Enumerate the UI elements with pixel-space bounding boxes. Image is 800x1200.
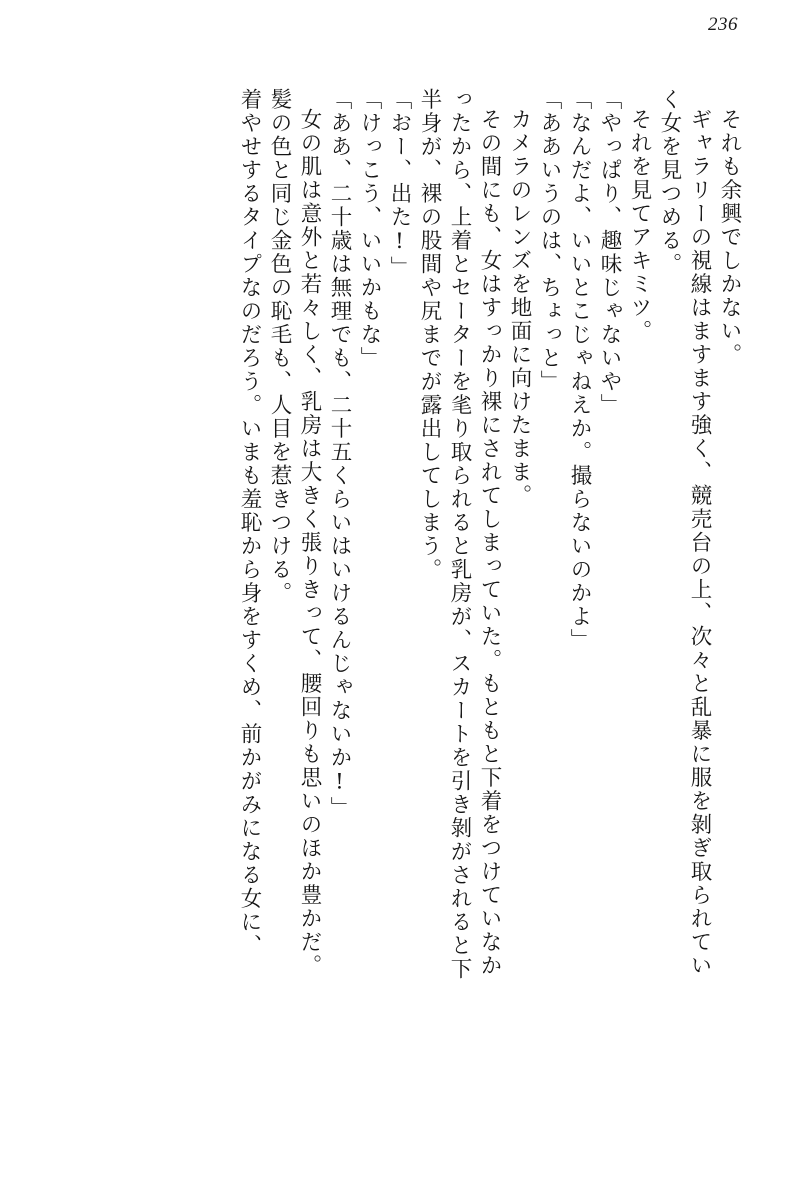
page-number: 236 — [708, 14, 738, 35]
text-line: 「なんだよ、いいとこじゃねえか。撮らないのかよ」 — [567, 88, 592, 652]
text-line: その間にも、女はすっかり裸にされてしまっていた。もともと下着をつけていなか — [477, 108, 502, 978]
text-line: 「おー、出た!」 — [387, 88, 412, 280]
text-line: ギャラリーの視線はますます強く、競売台の上、次々と乱暴に服を剝ぎ取られてい — [687, 108, 712, 978]
text-line: それを見てアキミツ。 — [627, 108, 652, 343]
text-line: ったから、上着とセーターを毟り取られると乳房が、スカートを引き剝がされると下 — [447, 88, 472, 981]
text-line: 女の肌は意外と若々しく、乳房は大きく張りきって、腰回りも思いのほか豊かだ。 — [297, 108, 322, 978]
text-line: 「けっこう、いいかもな」 — [357, 88, 382, 370]
text-line: 「やっぱり、趣味じゃないや」 — [597, 88, 622, 417]
text-line: 髪の色と同じ金色の恥毛も、人目を惹きつける。 — [267, 88, 292, 605]
text-line: く女を見つめる。 — [657, 88, 682, 276]
text-line: 「ああいうのは、ちょっと」 — [537, 88, 562, 394]
text-line: 半身が、裸の股間や尻までが露出してしまう。 — [417, 88, 442, 582]
text-line: それも余興でしかない。 — [717, 108, 742, 367]
text-line: 「ああ、二十歳は無理でも、二十五くらいはいけるんじゃないか!」 — [327, 88, 352, 820]
text-line: 着やせするタイプなのだろう。いまも羞恥から身をすくめ、前かがみになる女に、 — [237, 88, 262, 958]
text-line: カメラのレンズを地面に向けたまま。 — [507, 108, 532, 508]
vertical-text-block — [56, 88, 740, 1143]
